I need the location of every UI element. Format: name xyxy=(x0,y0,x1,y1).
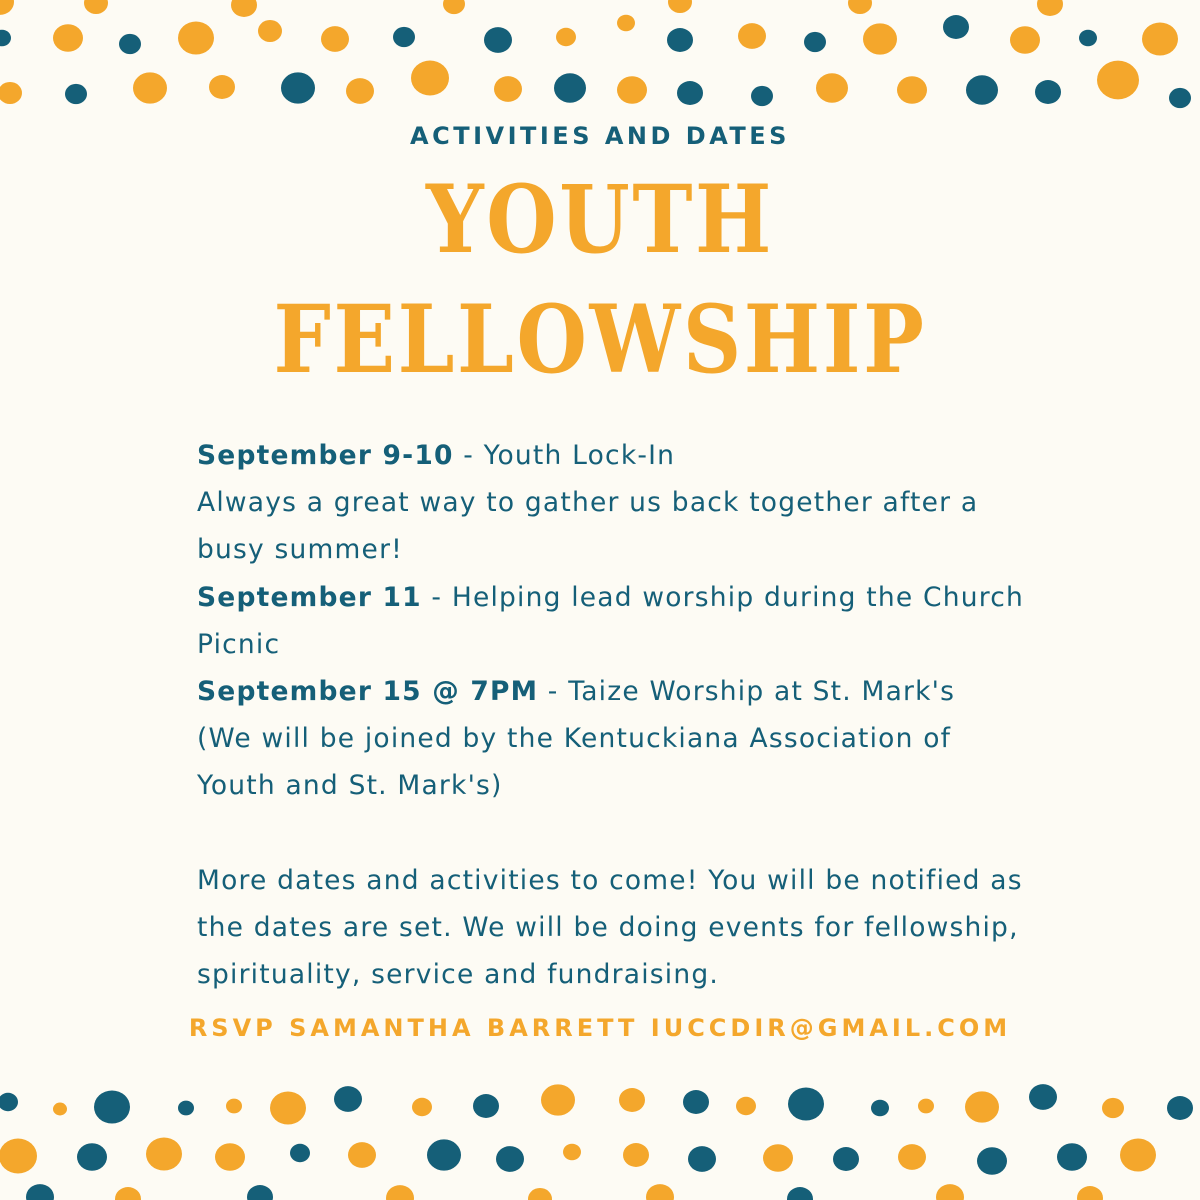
decorative-dot xyxy=(94,1090,130,1123)
rsvp-contact: RSVP SAMANTHA BARRETT IUCCDIR@GMAIL.COM xyxy=(188,1014,1012,1042)
decorative-dot xyxy=(898,1144,926,1170)
decorative-dot xyxy=(334,1086,362,1112)
decorative-dot xyxy=(53,1103,67,1116)
decorative-dot xyxy=(788,1087,824,1120)
bottom-dots-pattern xyxy=(0,1075,1200,1200)
event-date: September 11 xyxy=(197,581,422,613)
decorative-dot xyxy=(0,1093,18,1111)
decorative-dot xyxy=(1079,30,1097,47)
decorative-dot xyxy=(1167,1096,1193,1120)
decorative-dot xyxy=(1120,1138,1156,1171)
decorative-dot xyxy=(736,1097,756,1115)
decorative-dot xyxy=(1010,26,1040,54)
decorative-dot xyxy=(209,75,235,99)
title-line-fellowship: FELLOWSHIP xyxy=(273,285,927,395)
event-date: September 9-10 xyxy=(197,440,454,471)
decorative-dot xyxy=(528,1188,552,1200)
title-line-youth: YOUTH xyxy=(425,165,775,275)
event-separator: - xyxy=(421,581,452,613)
decorative-dot xyxy=(53,24,83,52)
decorative-dot xyxy=(427,1139,461,1170)
decorative-dot xyxy=(667,28,693,52)
event-date: September 15 @ 7PM xyxy=(197,676,539,708)
decorative-dot xyxy=(231,0,257,17)
decorative-dot xyxy=(386,1185,414,1200)
event-description: Always a great way to gather us back together after a busy summer! xyxy=(197,487,979,566)
decorative-dot xyxy=(619,1088,645,1112)
decorative-dot xyxy=(348,1142,376,1168)
event-item xyxy=(197,574,1037,668)
decorative-dot xyxy=(833,1147,859,1171)
decorative-dot xyxy=(965,1091,999,1122)
decorative-dot xyxy=(146,1137,182,1170)
decorative-dot xyxy=(763,1144,793,1172)
decorative-dot xyxy=(787,1187,813,1200)
decorative-dot xyxy=(1029,1084,1057,1110)
decorative-dot xyxy=(84,0,108,14)
decorative-dot xyxy=(871,1100,889,1117)
decorative-dot xyxy=(0,0,14,15)
decorative-dot xyxy=(0,1139,37,1174)
decorative-dot xyxy=(473,1094,499,1118)
decorative-dot xyxy=(943,15,969,39)
decorative-dot xyxy=(77,1143,107,1171)
decorative-dot xyxy=(1037,0,1063,16)
decorative-dot xyxy=(804,32,826,52)
decorative-dot xyxy=(966,75,998,104)
decorative-dot xyxy=(668,0,692,13)
decorative-dot xyxy=(816,73,848,102)
decorative-dot xyxy=(863,23,897,54)
decorative-dot xyxy=(226,1099,242,1114)
event-name: Youth Lock-In xyxy=(483,440,676,471)
decorative-dot xyxy=(258,20,282,42)
spacer xyxy=(197,810,1037,857)
decorative-dot xyxy=(1077,1186,1103,1200)
decorative-dot xyxy=(1142,22,1178,55)
decorative-dot xyxy=(496,1146,524,1172)
decorative-dot xyxy=(178,21,214,54)
event-separator: - xyxy=(453,440,484,471)
decorative-dot xyxy=(1169,88,1191,108)
decorative-dot xyxy=(0,82,22,104)
decorative-dot xyxy=(133,72,167,103)
decorative-dot xyxy=(688,1146,716,1172)
event-list xyxy=(197,432,1037,998)
decorative-dot xyxy=(115,1187,141,1200)
subtitle: ACTIVITIES AND DATES xyxy=(410,122,790,150)
decorative-dot xyxy=(443,0,465,14)
decorative-dot xyxy=(65,84,87,104)
top-dot-border xyxy=(0,0,1200,120)
decorative-dot xyxy=(554,73,586,102)
decorative-dot xyxy=(646,1184,674,1200)
decorative-dot xyxy=(918,1099,934,1114)
decorative-dot xyxy=(683,1090,709,1114)
decorative-dot xyxy=(1035,80,1061,104)
decorative-dot xyxy=(936,1184,964,1200)
decorative-dot xyxy=(563,1144,581,1161)
event-description: (We will be joined by the Kentuckiana Association of Youth and St. Mark's) xyxy=(197,723,952,802)
decorative-dot xyxy=(1102,1098,1124,1118)
decorative-dot xyxy=(556,28,576,46)
decorative-dot xyxy=(617,76,647,104)
decorative-dot xyxy=(751,86,773,106)
decorative-dot xyxy=(290,1144,310,1162)
decorative-dot xyxy=(215,1143,245,1171)
decorative-dot xyxy=(977,1147,1007,1175)
decorative-dot xyxy=(178,1101,194,1116)
decorative-dot xyxy=(1097,61,1139,100)
decorative-dot xyxy=(738,23,766,49)
decorative-dot xyxy=(26,1184,54,1200)
event-item xyxy=(197,432,1037,479)
decorative-dot xyxy=(247,1185,273,1200)
page-title xyxy=(84,160,1116,400)
top-dots-pattern xyxy=(0,0,1200,120)
decorative-dot xyxy=(484,27,512,53)
decorative-dot xyxy=(281,72,315,103)
decorative-dot xyxy=(541,1084,575,1115)
decorative-dot xyxy=(1057,1143,1087,1171)
decorative-dot xyxy=(494,76,522,102)
decorative-dot xyxy=(346,78,374,104)
decorative-dot xyxy=(0,30,11,47)
decorative-dot xyxy=(412,1098,432,1116)
decorative-dot xyxy=(897,76,927,104)
decorative-dot xyxy=(119,34,141,54)
decorative-dot xyxy=(623,1143,649,1167)
event-name: Taize Worship at St. Mark's xyxy=(568,676,956,708)
closing-note: More dates and activities to come! You will be notified as the dates are set. We will be doing events for fellowship, spirituality, service and fundraising. xyxy=(197,864,1023,991)
decorative-dot xyxy=(393,27,415,47)
decorative-dot xyxy=(617,15,635,32)
decorative-dot xyxy=(321,26,349,52)
bottom-dot-border xyxy=(0,1075,1200,1200)
event-name: Helping lead worship during the Church Picnic xyxy=(197,581,1024,660)
decorative-dot xyxy=(848,0,872,14)
decorative-dot xyxy=(270,1091,306,1124)
decorative-dot xyxy=(411,61,449,96)
decorative-dot xyxy=(677,81,703,105)
event-item xyxy=(197,668,1037,715)
event-separator: - xyxy=(538,676,569,708)
